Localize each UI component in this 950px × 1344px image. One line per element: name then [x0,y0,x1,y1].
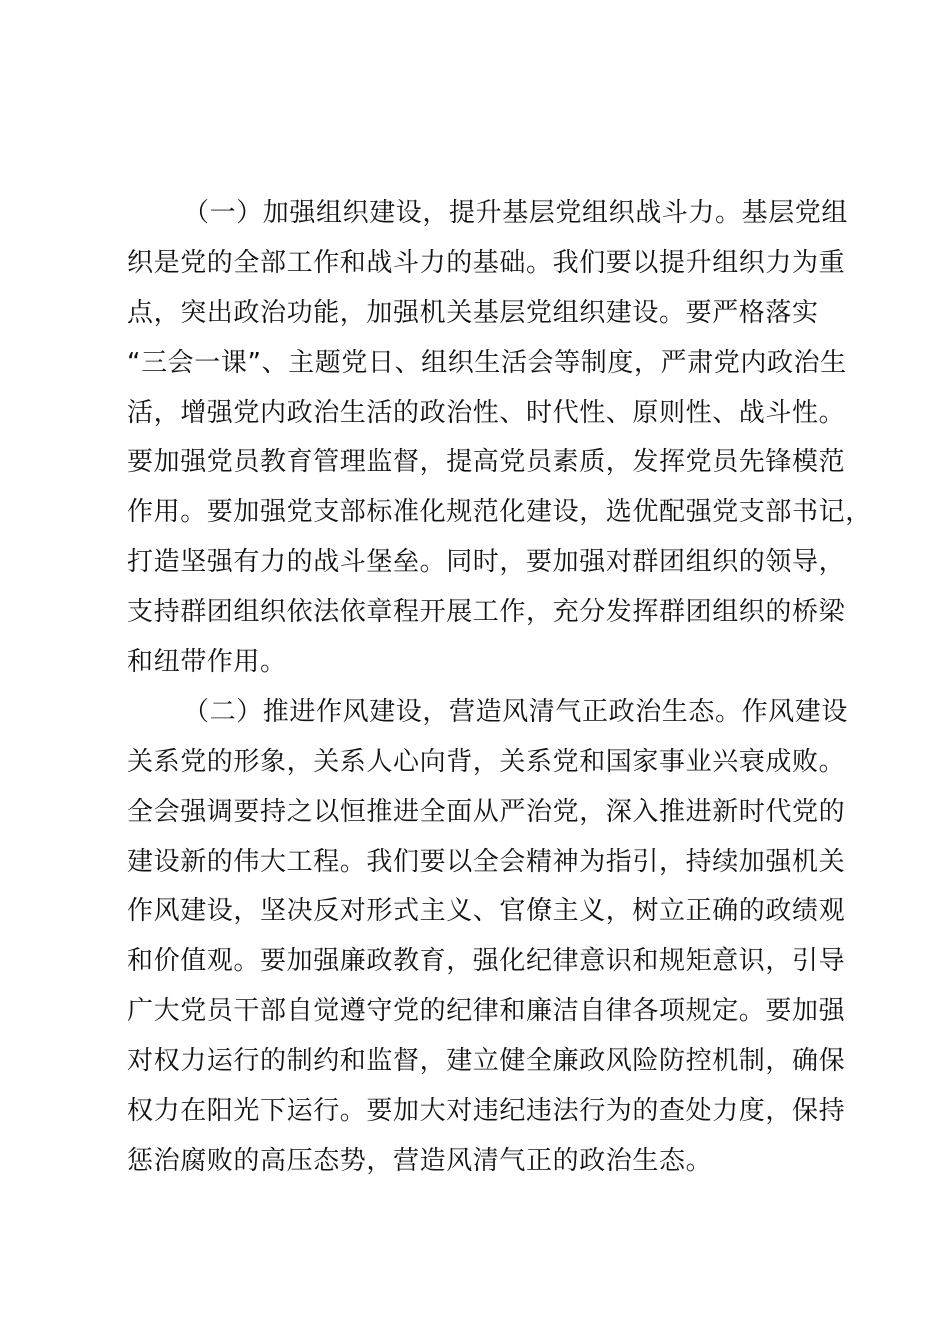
text-line: “三会一课”、主题党日、组织生活会等制度，严肃党内政治生 [127,347,847,378]
text-line: 关系党的形象，关系人心向背，关系党和国家事业兴衰成败。 [127,746,846,777]
text-line: 要加强党员教育管理监督，提高党员素质，发挥党员先锋模范 [127,447,846,478]
text-line: 活，增强党内政治生活的政治性、时代性、原则性、战斗性。 [127,397,846,428]
text-line: 作风建设，坚决反对形式主义、官僚主义，树立正确的政绩观 [127,896,846,927]
text-line: 对权力运行的制约和监督，建立健全廉政风险防控机制，确保 [127,1046,846,1077]
text-line: 惩治腐败的高压态势，营造风清气正的政治生态。 [127,1145,713,1176]
text-line: 建设新的伟大工程。我们要以全会精神为指引，持续加强机关 [127,846,846,877]
body-text [127,189,872,1187]
text-line: 点，突出政治功能，加强机关基层党组织建设。要严格落实 [127,297,819,328]
text-line: 广大党员干部自觉遵守党的纪律和廉洁自律各项规定。要加强 [127,996,846,1027]
text-line: 织是党的全部工作和战斗力的基础。我们要以提升组织力为重 [127,247,846,278]
text-line: 权力在阳光下运行。要加大对违纪违法行为的查处力度，保持 [127,1096,846,1127]
text-line: 作用。要加强党支部标准化规范化建设，选优配强党支部书记， [127,497,872,528]
text-line: 打造坚强有力的战斗堡垒。同时，要加强对群团组织的领导， [127,547,846,578]
text-line: 和纽带作用。 [127,647,287,678]
text-line: 和价值观。要加强廉政教育，强化纪律意识和规矩意识，引导 [127,946,846,977]
paragraph-heading-line: （一）加强组织建设，提升基层党组织战斗力。基层党组 [183,198,849,228]
paragraph-heading-line: （二）推进作风建设，营造风清气正政治生态。作风建设 [183,696,849,727]
text-line: 全会强调要持之以恒推进全面从严治党，深入推进新时代党的 [127,796,846,827]
text-line: 支持群团组织依法依章程开展工作，充分发挥群团组织的桥梁 [127,597,846,628]
